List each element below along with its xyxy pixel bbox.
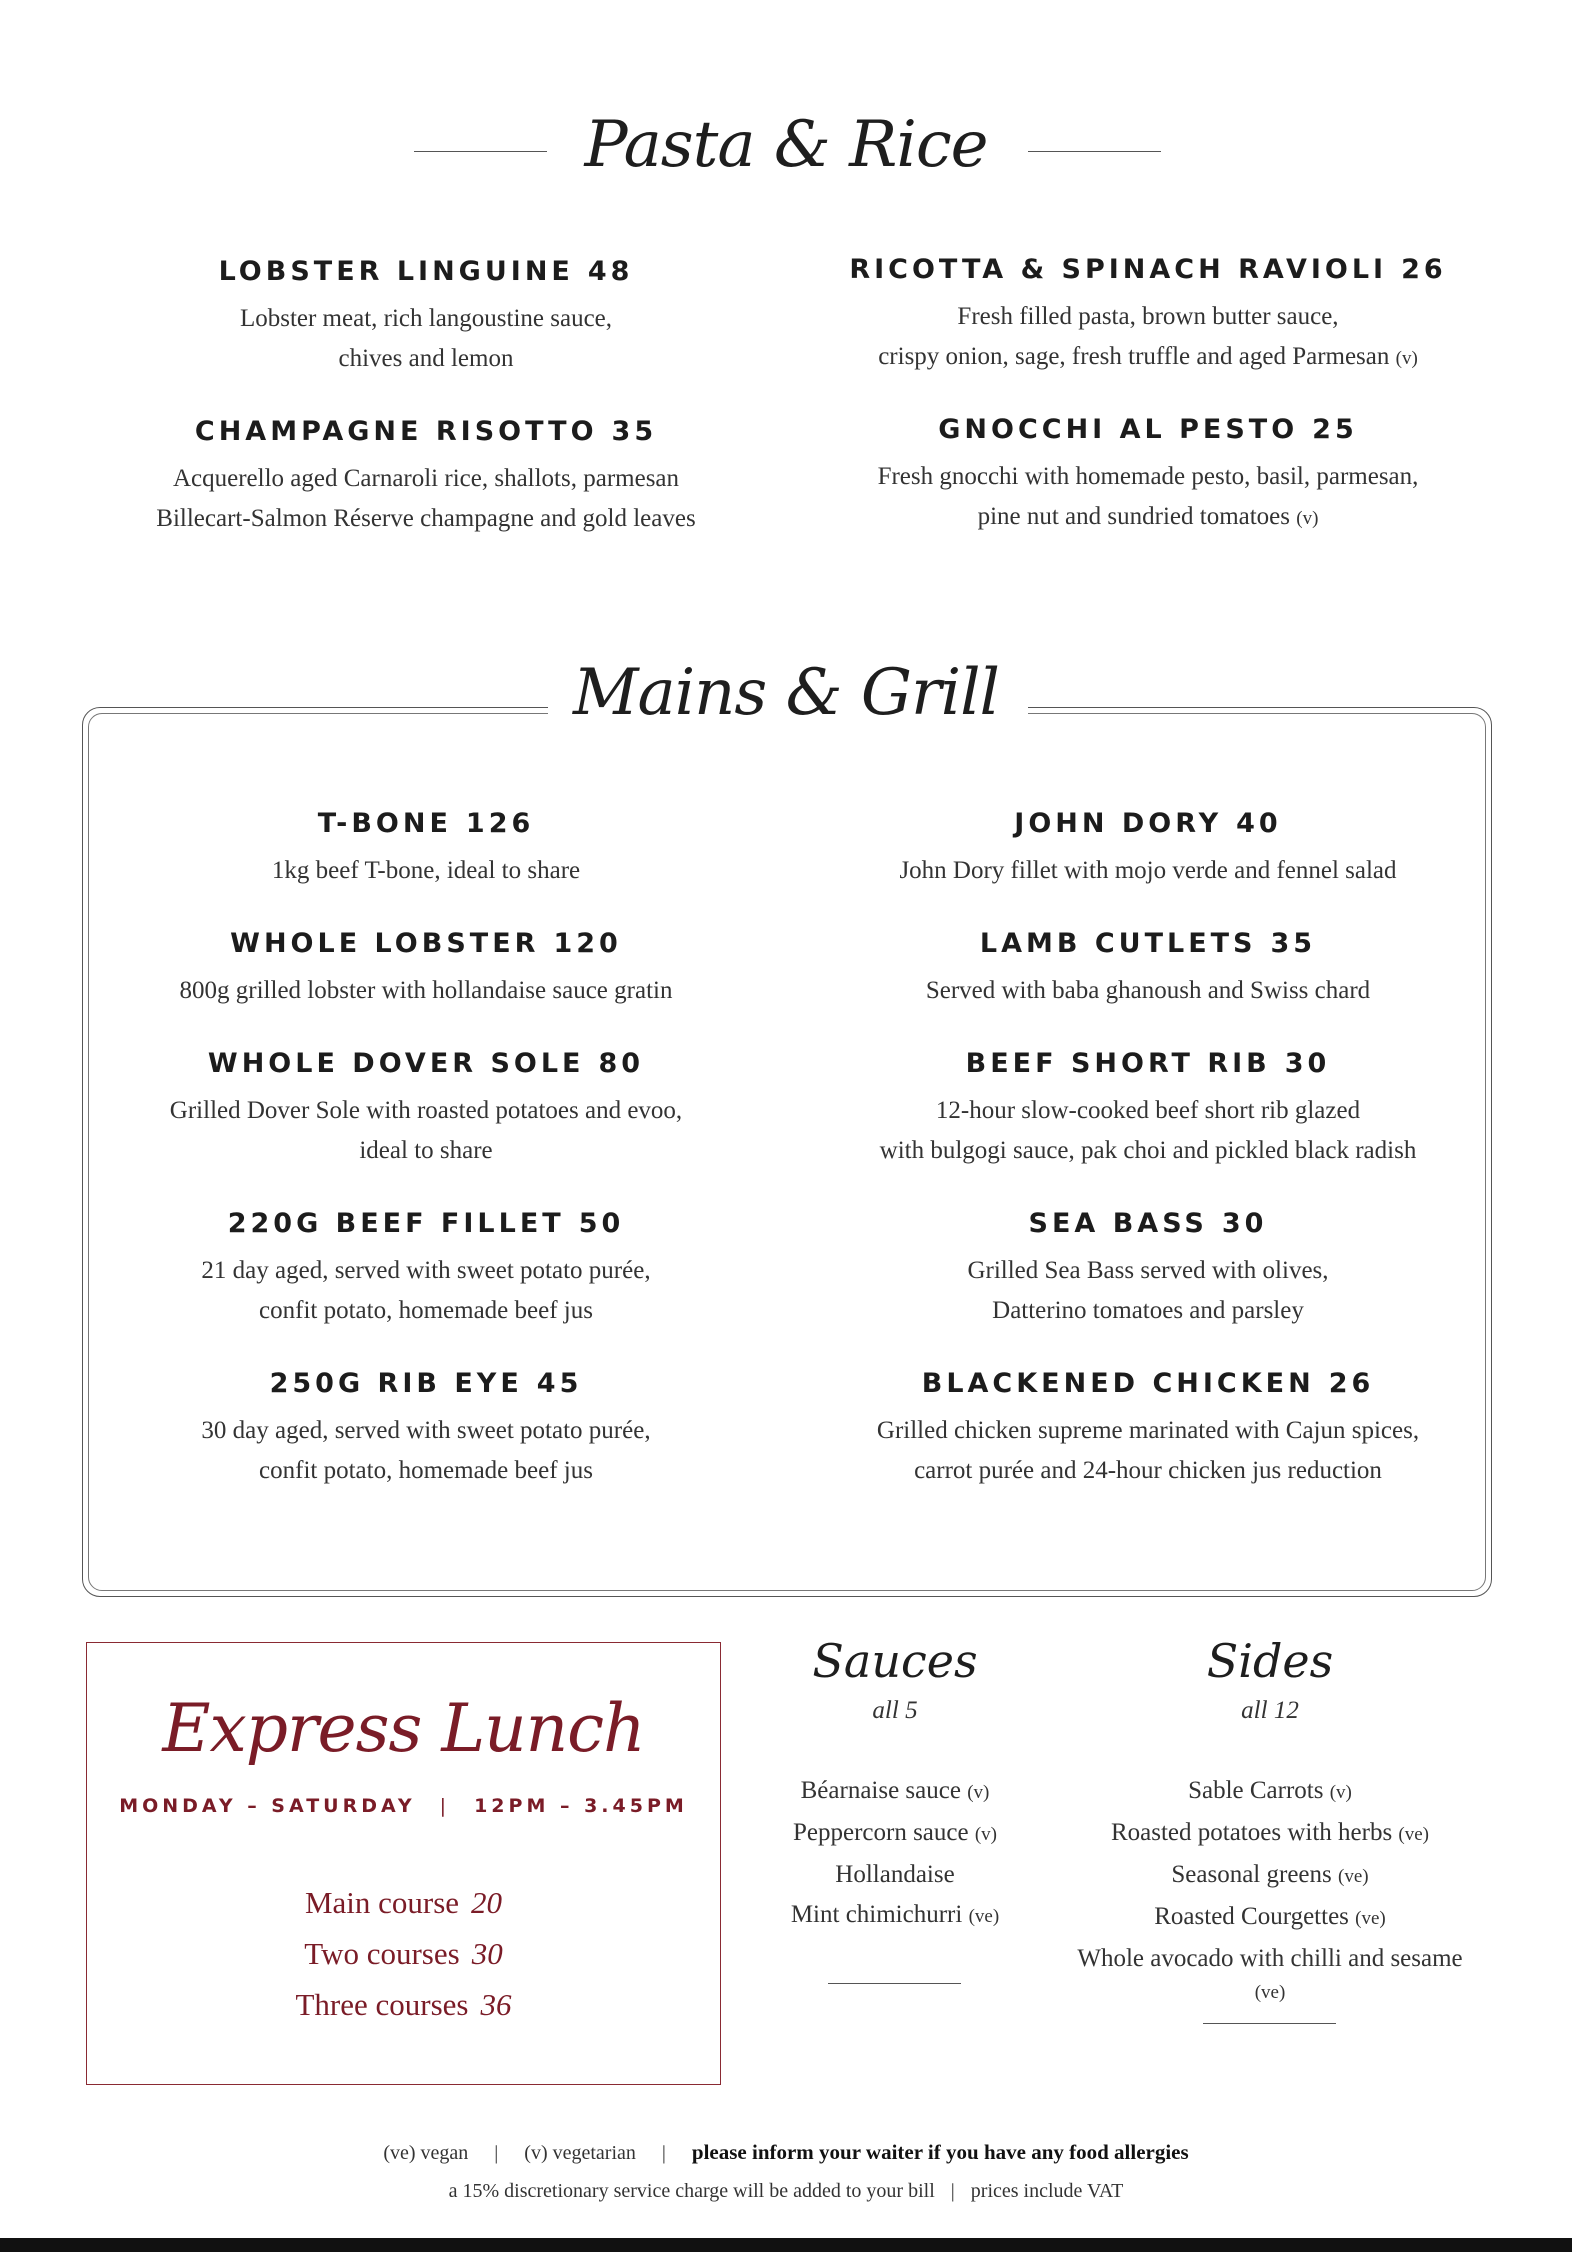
dish-beef-short-rib xyxy=(828,1048,1468,1171)
legend-vegan: (ve) vegan xyxy=(383,2142,469,2164)
dish-price: 120 xyxy=(553,928,622,959)
dietary-tag: (v) xyxy=(1296,508,1319,529)
dish-sea-bass xyxy=(828,1208,1468,1331)
dish-price: 80 xyxy=(598,1048,645,1079)
dish-blackened-chicken xyxy=(828,1368,1468,1491)
footer-legend: (ve) vegan | (v) vegetarian | please inform your waiter if you have any food allergies xyxy=(383,2140,1189,2164)
sauces-list xyxy=(745,1771,1045,1937)
dish-name: BLACKENED CHICKEN 26 xyxy=(921,1368,1375,1399)
legend-vegetarian: (v) vegetarian xyxy=(524,2142,636,2164)
list-item: Peppercorn sauce (v) xyxy=(792,1819,998,1846)
dish-description: 800g grilled lobster with hollandaise sauce gratin xyxy=(179,977,673,1004)
sides-list xyxy=(1050,1771,1490,2007)
list-item: Hollandaise xyxy=(835,1861,955,1888)
sides-title: Sides xyxy=(1206,1634,1334,1688)
dish-description: Fresh filled pasta, brown butter sauce, crispy onion, sage, fresh truffle and aged Parmesan (v) xyxy=(878,303,1418,370)
dish-description: Acquerello aged Carnaroli rice, shallots, parmesan Billecart-Salmon Réserve champagne and gold leaves xyxy=(156,465,696,532)
sides-price-note: all 12 xyxy=(1241,1697,1299,1724)
dish-beef-fillet xyxy=(106,1208,746,1331)
dish-price: 45 xyxy=(536,1368,583,1399)
express-item: Three courses 36 xyxy=(295,1987,512,2022)
dish-name: 250G RIB EYE 45 xyxy=(269,1368,583,1399)
dish-john-dory xyxy=(828,808,1468,891)
mains-section-title: Mains & Grill xyxy=(573,656,999,730)
dish-name: LAMB CUTLETS 35 xyxy=(979,928,1317,959)
dish-name: LOBSTER LINGUINE 48 xyxy=(218,256,634,287)
dish-name: WHOLE DOVER SOLE 80 xyxy=(207,1048,645,1079)
dietary-tag: (ve) xyxy=(1254,1982,1286,2003)
sauces-divider xyxy=(828,1983,961,1984)
dish-description: Served with baba ghanoush and Swiss chard xyxy=(925,977,1371,1004)
list-item: Mint chimichurri (ve) xyxy=(790,1901,1000,1928)
dish-price: 30 xyxy=(1221,1208,1268,1239)
list-item: Roasted potatoes with herbs (ve) xyxy=(1110,1819,1430,1846)
express-lunch-title: Express Lunch xyxy=(162,1690,645,1767)
dish-price: 48 xyxy=(587,256,634,287)
dish-price: 40 xyxy=(1236,808,1282,839)
dish-whole-lobster xyxy=(106,928,746,1011)
dish-gnocchi-al-pesto xyxy=(828,414,1468,539)
express-lunch-schedule: MONDAY – SATURDAY | 12PM – 3.45PM xyxy=(119,1795,688,1817)
dish-description: 30 day aged, served with sweet potato purée, confit potato, homemade beef jus xyxy=(201,1417,651,1484)
express-item: Main course 20 xyxy=(304,1885,503,1920)
list-item: Béarnaise sauce (v) xyxy=(800,1777,990,1804)
dish-price: 126 xyxy=(465,808,535,839)
dish-name: T-BONE 126 xyxy=(317,808,535,839)
pasta-section-title: Pasta & Rice xyxy=(584,108,988,182)
dish-price: 26 xyxy=(1401,254,1447,285)
dish-price: 35 xyxy=(611,416,658,447)
dish-whole-dover-sole xyxy=(106,1048,746,1171)
list-item: Whole avocado with chilli and sesame xyxy=(1077,1945,1463,1972)
dish-name: GNOCCHI AL PESTO 25 xyxy=(938,414,1358,445)
list-item: Seasonal greens (ve) xyxy=(1171,1861,1369,1888)
dish-name: SEA BASS 30 xyxy=(1028,1208,1268,1239)
dish-champagne-risotto xyxy=(106,416,746,539)
dish-description: 1kg beef T-bone, ideal to share xyxy=(271,857,581,884)
dish-price: 50 xyxy=(578,1208,625,1239)
service-charge-note: a 15% discretionary service charge will be added to your bill xyxy=(448,2180,935,2202)
footer-service-note: a 15% discretionary service charge will be added to your bill | prices include VAT xyxy=(448,2180,1124,2202)
allergy-notice: please inform your waiter if you have any food allergies xyxy=(691,2140,1189,2164)
sauces-title: Sauces xyxy=(812,1634,978,1688)
vat-note: prices include VAT xyxy=(970,2180,1124,2202)
bottom-edge-bar xyxy=(0,2238,1572,2252)
dish-name: JOHN DORY 40 xyxy=(1014,808,1282,839)
dish-price: 35 xyxy=(1270,928,1317,959)
dish-description: Fresh gnocchi with homemade pesto, basil, parmesan, pine nut and sundried tomatoes (v) xyxy=(877,463,1419,530)
dish-name: RICOTTA & SPINACH RAVIOLI 26 xyxy=(849,254,1447,285)
dish-lobster-linguine xyxy=(106,256,746,379)
dish-description: 12-hour slow-cooked beef short rib glazed with bulgogi sauce, pak choi and pickled black radish xyxy=(879,1097,1417,1164)
dish-rib-eye xyxy=(106,1368,746,1491)
list-item: Roasted Courgettes (ve) xyxy=(1154,1903,1386,1930)
dish-ricotta-spinach-ravioli xyxy=(828,254,1468,379)
dish-name: WHOLE LOBSTER 120 xyxy=(230,928,622,959)
dish-t-bone xyxy=(106,808,746,891)
dish-price: 26 xyxy=(1328,1368,1375,1399)
express-lunch-prices xyxy=(86,1877,721,2030)
dish-description: John Dory fillet with mojo verde and fennel salad xyxy=(899,857,1397,884)
dish-name: BEEF SHORT RIB 30 xyxy=(965,1048,1331,1079)
dietary-tag: (v) xyxy=(1395,348,1418,369)
dish-price: 25 xyxy=(1312,414,1358,445)
dish-name: CHAMPAGNE RISOTTO 35 xyxy=(194,416,658,447)
dish-lamb-cutlets xyxy=(828,928,1468,1011)
dish-description: Grilled chicken supreme marinated with Cajun spices, carrot purée and 24-hour chicken jus reduction xyxy=(876,1417,1420,1484)
express-item: Two courses 30 xyxy=(304,1936,503,1971)
dish-description: Grilled Sea Bass served with olives, Datterino tomatoes and parsley xyxy=(967,1257,1329,1324)
dish-price: 30 xyxy=(1284,1048,1331,1079)
sauces-price-note: all 5 xyxy=(872,1697,918,1724)
dish-description: 21 day aged, served with sweet potato purée, confit potato, homemade beef jus xyxy=(201,1257,651,1324)
dish-description: Grilled Dover Sole with roasted potatoes and evoo, ideal to share xyxy=(169,1097,683,1164)
list-item: Sable Carrots (v) xyxy=(1188,1777,1352,1804)
sides-divider xyxy=(1203,2023,1336,2024)
dish-name: 220G BEEF FILLET 50 xyxy=(227,1208,625,1239)
dish-description: Lobster meat, rich langoustine sauce, chives and lemon xyxy=(239,305,613,372)
